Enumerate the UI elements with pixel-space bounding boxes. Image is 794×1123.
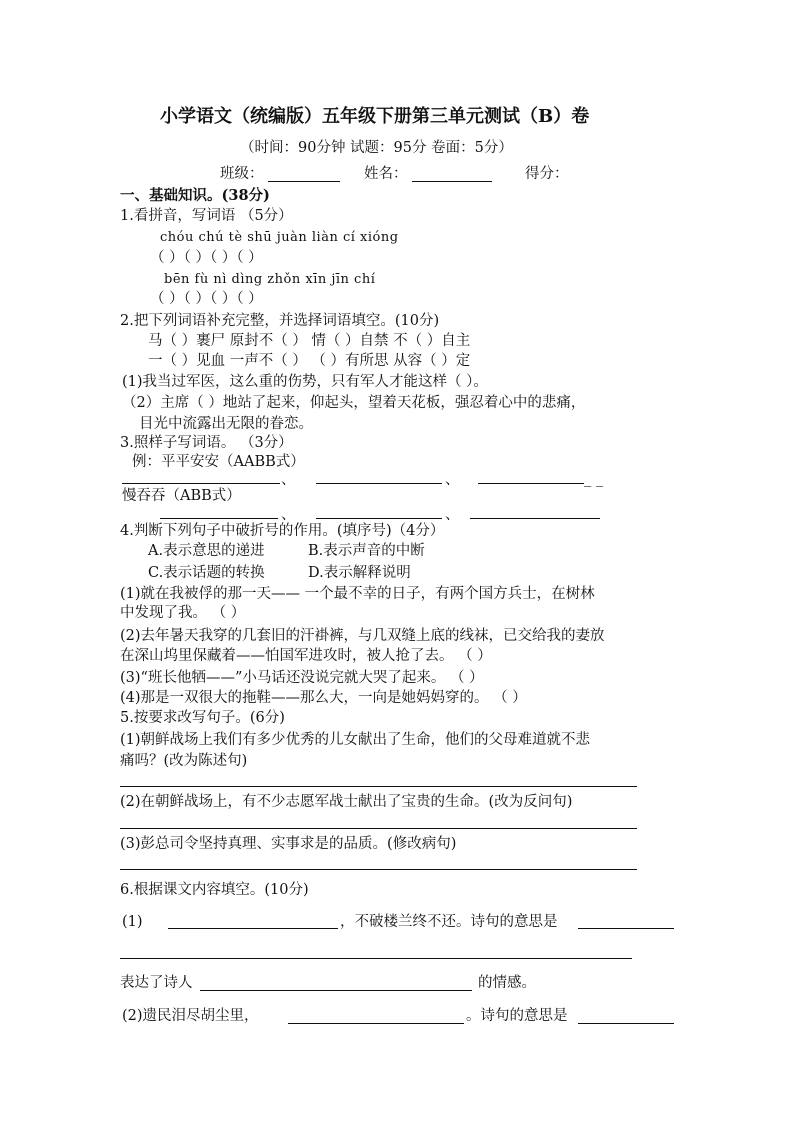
q3-sep1: 、 (281, 472, 296, 488)
q4-option-a: A.表示意思的递进 (148, 543, 265, 559)
q2-words-row2[interactable]: 一（ ）见血 一声不（ ） （ ）有所思 从容（ ）定 (148, 353, 471, 369)
q4-item3[interactable]: (3)“班长他牺——”小马话还没说完就大哭了起来。 （ ） (120, 670, 484, 686)
q3-sep2: 、 (445, 472, 460, 488)
q4-heading: 4.判断下列句子中破折号的作用。(填序号)（4分） (120, 523, 445, 539)
q6-item1-emotion-label: 表达了诗人 (120, 975, 193, 991)
q3-sep3: 、 (281, 507, 296, 523)
q3-blank-6[interactable] (470, 518, 600, 519)
q4-option-b: B.表示声音的中断 (308, 543, 425, 559)
q3-tail: _ _ (584, 471, 604, 487)
class-label: 班级： (220, 166, 264, 182)
q5-sentence3: (3)彭总司令坚持真理、实事求是的品质。(修改病句) (120, 836, 457, 852)
q2-sentence1[interactable]: (1)我当过军医，这么重的伤势，只有军人才能这样（ ）。 (122, 374, 488, 390)
q5-answer-line-3[interactable] (120, 869, 637, 870)
q5-heading: 5.按要求改写句子。(6分) (120, 710, 285, 726)
q2-sentence2-cont: 目光中流露出无限的眷恋。 (139, 416, 313, 432)
q1-pinyin-row1: chóu chú tè shū juàn liàn cí xióng (160, 230, 399, 245)
q6-blank-4[interactable] (288, 1023, 464, 1024)
q2-heading: 2.把下列词语补充完整，并选择词语填空。(10分) (120, 313, 440, 329)
class-blank[interactable] (268, 181, 340, 182)
q2-words-row1[interactable]: 马（ ）裹尸 原封不（ ） 情（ ）自禁 不（ ）自主 (148, 333, 471, 349)
name-label: 姓名： (364, 166, 408, 182)
q1-heading: 1.看拼音，写词语 （5分） (120, 208, 293, 224)
q3-sep4: 、 (445, 507, 460, 523)
section-heading: 一、基础知识。(38分) (120, 187, 270, 204)
q3-example2: 慢吞吞（ABB式） (122, 488, 241, 504)
page-title: 小学语文（统编版）五年级下册第三单元测试（B）卷 (160, 106, 590, 127)
q5-answer-line-1[interactable] (120, 786, 637, 787)
q1-boxes-row1[interactable]: （ ）（ ）（ ）（ ） (150, 250, 263, 266)
q6-heading: 6.根据课文内容填空。(10分) (120, 882, 309, 898)
q4-item1-cont[interactable]: 中发现了我。 （ ） (120, 605, 246, 621)
q3-blank-3[interactable] (478, 483, 584, 484)
name-blank[interactable] (412, 181, 492, 182)
q3-heading: 3.照样子写词语。 （3分） (120, 435, 293, 451)
q3-blank-2[interactable] (316, 483, 442, 484)
q4-item2-cont[interactable]: 在深山坞里保藏着——怕国军进攻时，被人抢了去。 （ ） (120, 648, 492, 664)
q5-sentence2: (2)在朝鲜战场上，有不少志愿军战士献出了宝贵的生命。(改为反问句) (120, 794, 573, 810)
q4-option-c: C.表示话题的转换 (148, 565, 265, 581)
q2-sentence2[interactable]: （2）主席（ ）地站了起来，仰起头，望着天花板，强忍着心中的悲痛， (122, 395, 586, 411)
q6-item2-text: (2)遗民泪尽胡尘里， (122, 1008, 259, 1024)
q3-blank-4[interactable] (160, 518, 278, 519)
q6-item1-text: ，不破楼兰终不还。诗句的意思是 (340, 914, 558, 930)
q6-answer-line[interactable] (120, 958, 632, 959)
q1-pinyin-row2: bēn fù nì dìng zhǒn xīn jīn chí (164, 272, 376, 287)
q3-blank-5[interactable] (316, 518, 442, 519)
q5-sentence1-cont: 痛吗？(改为陈述句) (120, 753, 248, 769)
q6-blank-1[interactable] (168, 928, 338, 929)
q6-item1-number: (1) (122, 914, 143, 930)
q4-option-d: D.表示解释说明 (308, 565, 411, 581)
q3-blank-1[interactable] (122, 483, 280, 484)
q6-item1-emotion-tail: 的情感。 (478, 975, 536, 991)
q5-answer-line-2[interactable] (120, 828, 637, 829)
q4-item2: (2)去年暑天我穿的几套旧的汗褂裤，与几双缝上底的线袜，已交给我的妻放 (120, 628, 605, 644)
q5-sentence1: (1)朝鲜战场上我们有多少优秀的儿女献出了生命，他们的父母难道就不悲 (120, 732, 591, 748)
q3-example1: 例：平平安安（AABB式） (132, 454, 305, 470)
q6-blank-5[interactable] (578, 1023, 674, 1024)
score-label: 得分： (525, 166, 569, 182)
q4-item4[interactable]: (4)那是一双很大的拖鞋——那么大，一向是她妈妈穿的。 （ ） (120, 690, 527, 706)
q6-blank-2[interactable] (578, 928, 674, 929)
q6-item2-tail: 。诗句的意思是 (466, 1008, 568, 1024)
q6-blank-3[interactable] (200, 990, 472, 991)
exam-info: （时间：90分钟 试题：95分 卷面：5分） (240, 140, 513, 156)
q4-item1: (1)就在我被俘的那一天—— 一个最不幸的日子，有两个国方兵士，在树林 (120, 586, 595, 602)
q1-boxes-row2[interactable]: （ ）（ ）（ ）（ ） (150, 291, 263, 307)
